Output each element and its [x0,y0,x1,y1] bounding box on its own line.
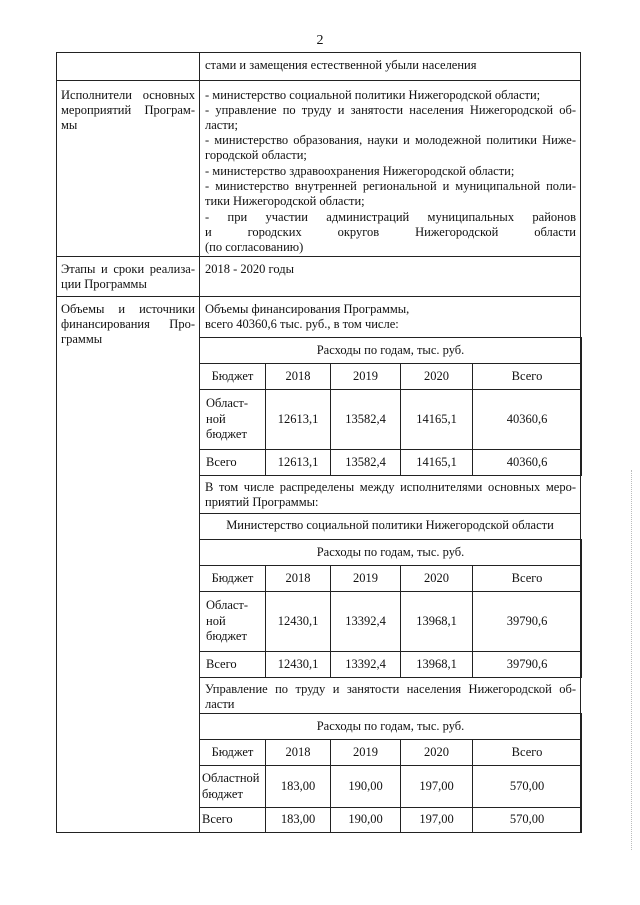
table-caption: Расходы по годам, тыс. руб. [200,714,582,740]
column-header: Бюджет [200,566,266,592]
list-item: ласти; [205,118,238,132]
list-item: - министерство образования, науки и молодежной политики Ниже- [205,133,576,147]
financing-intro: Объемы финансирования Программы, [205,302,410,316]
column-header: 2020 [401,364,473,390]
column-header: Всего [473,566,582,592]
column-header: 2018 [266,566,331,592]
row-label: Всего [200,808,266,833]
cell-value: 13582,4 [331,390,401,450]
cell-value: 570,00 [473,808,582,833]
cell-value: 40360,6 [473,390,582,450]
table-row [200,766,582,808]
list-item: (по согласованию) [205,240,304,254]
cell-value: 12613,1 [266,390,331,450]
list-item: городской области; [205,148,307,162]
row-label: Областной бюджет [200,766,266,808]
column-header: Бюджет [200,740,266,766]
list-item: - министерство внутренней региональной и муниципальной поли- [205,179,576,193]
cell-value: 12430,1 [266,592,331,652]
list-item: - управление по труду и занятости населения Нижегородской об- [205,103,576,117]
row3-label: граммы [61,332,103,346]
list-item: - министерство социальной политики Нижегородской области; [205,88,541,102]
row-label: Всего [200,450,266,476]
cell-value: 13968,1 [401,592,473,652]
row-label: Всего [200,652,266,678]
row-label: Област- ной бюджет [200,390,266,450]
cell-value: 13582,4 [331,450,401,476]
column-header: Всего [473,364,582,390]
column-header: 2018 [266,364,331,390]
table-row [200,808,582,833]
cell-value: 190,00 [331,766,401,808]
table-row [200,652,582,678]
cell-value: 570,00 [473,766,582,808]
cell-value: 183,00 [266,766,331,808]
cell-value: 12430,1 [266,652,331,678]
row2-value: 2018 - 2020 годы [205,262,295,276]
row2-label: Этапы и сроки реализа- [61,262,195,276]
cell-value: 39790,6 [473,652,582,678]
row-divider [56,256,581,257]
cell-value: 13968,1 [401,652,473,678]
financing-intro: всего 40360,6 тыс. руб., в том числе: [205,317,399,331]
column-header: 2020 [401,740,473,766]
label-line: мероприятий Програм- [61,103,195,117]
label-line: Исполнители основных [61,88,195,102]
row-divider [199,513,581,514]
row-label: Област- ной бюджет [200,592,266,652]
cell-value: 39790,6 [473,592,582,652]
cell-value: 197,00 [401,766,473,808]
page-number: 2 [316,33,324,48]
list-item: - министерство здравоохранения Нижегородской области; [205,164,515,178]
financing-table-total [199,337,582,476]
table-row [200,592,582,652]
row-divider [56,80,581,81]
list-item: тики Нижегородской области; [205,194,365,208]
cell-value: 14165,1 [401,390,473,450]
executor-title: Управление по труду и занятости населения Нижегородской об- [205,682,576,696]
list-item: - при участии администраций муниципальных районов [205,210,576,224]
table-caption: Расходы по годам, тыс. руб. [200,338,582,364]
column-header: 2019 [331,740,401,766]
cell-value: 197,00 [401,808,473,833]
cell-value: 183,00 [266,808,331,833]
column-header: 2020 [401,566,473,592]
table-row [200,390,582,450]
distribution-note: приятий Программы: [205,495,319,509]
list-item: и городских округов Нижегородской области [205,225,576,239]
row-divider [56,296,581,297]
financing-table-social-policy [199,539,582,678]
executor-title: ласти [205,697,235,711]
scan-edge-mark [631,470,634,850]
cell-value: 190,00 [331,808,401,833]
table-row [200,450,582,476]
column-header: Бюджет [200,364,266,390]
table-caption: Расходы по годам, тыс. руб. [200,540,582,566]
cell-value: 13392,4 [331,652,401,678]
executor-title: Министерство социальной политики Нижегородской области [226,518,554,532]
financing-table-labor [199,713,582,833]
row3-label: Объемы и источники [61,302,195,316]
row3-label: финансирования Про- [61,317,195,331]
cell-value: 14165,1 [401,450,473,476]
column-header: Всего [473,740,582,766]
cell-value: 40360,6 [473,450,582,476]
row2-label: ции Программы [61,277,147,291]
cell-value: 13392,4 [331,592,401,652]
row0-text: стами и замещения естественной убыли населения [205,58,477,72]
label-line: мы [61,118,78,132]
cell-value: 12613,1 [266,450,331,476]
distribution-note: В том числе распределены между исполнителями основных меро- [205,480,576,494]
column-header: 2019 [331,566,401,592]
column-header: 2019 [331,364,401,390]
column-header: 2018 [266,740,331,766]
